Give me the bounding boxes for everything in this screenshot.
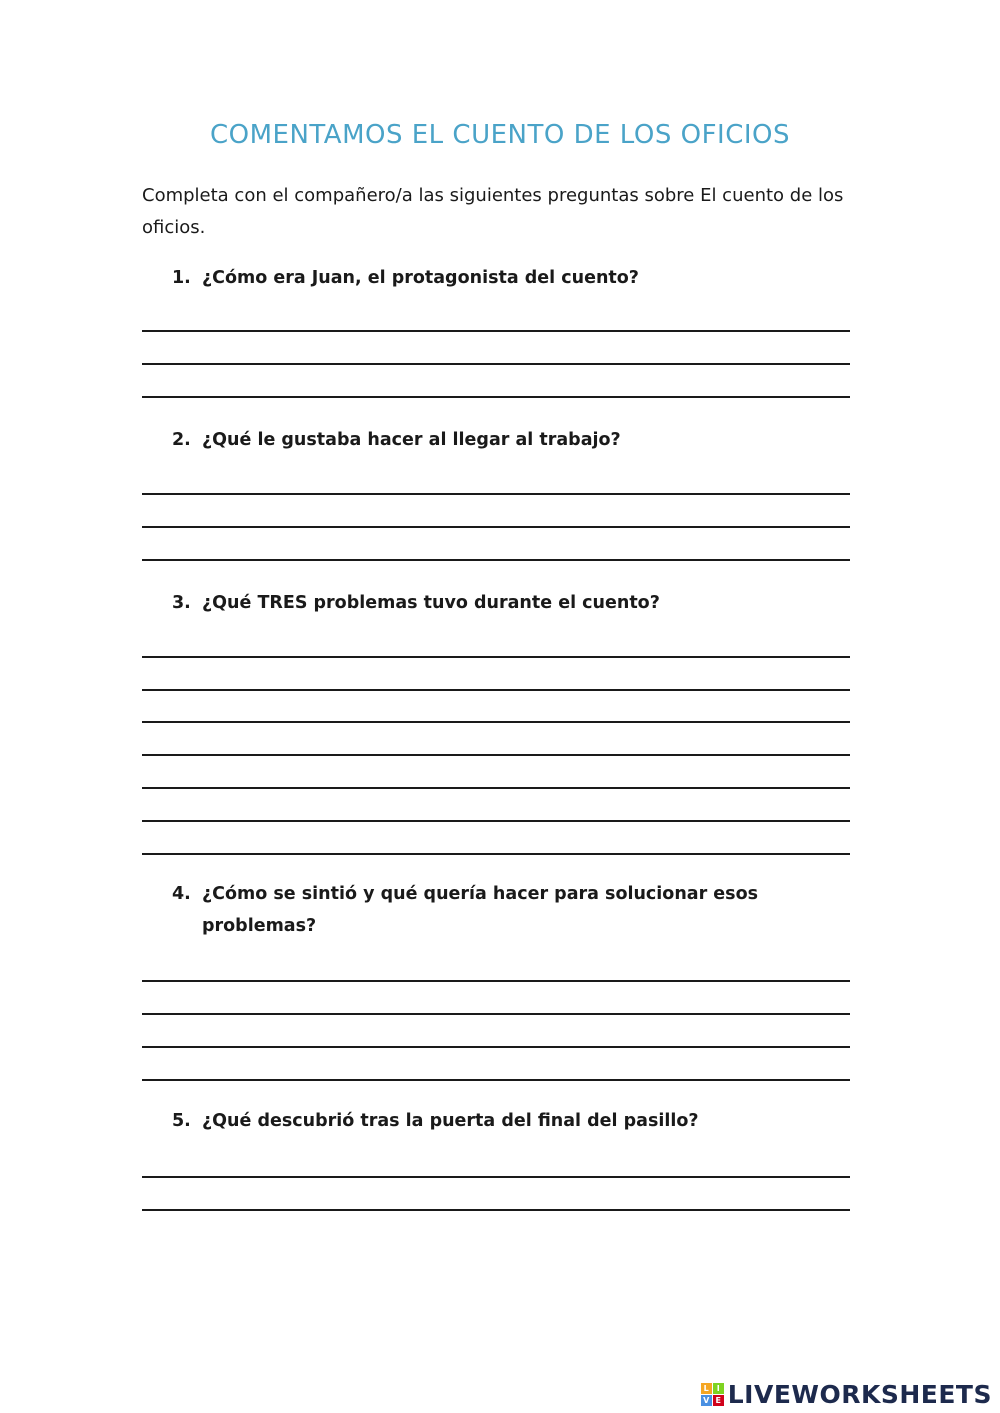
answer-line[interactable] [142,754,850,756]
answer-line[interactable] [142,1013,850,1015]
question-number: 2. [172,430,191,450]
answer-line[interactable] [142,1176,850,1178]
answer-line[interactable] [142,820,850,822]
question-4 [172,878,812,942]
liveworksheets-logo-icon [701,1383,724,1406]
answer-line[interactable] [142,396,850,398]
answer-line[interactable] [142,363,850,365]
worksheet-intro: Completa con el compañero/a las siguientes preguntas sobre El cuento de los oficios. [142,185,844,238]
question-number: 1. [172,268,191,288]
question-number: 3. [172,593,191,613]
question-5 [172,1105,812,1137]
question-text-continuation: problemas? [202,916,317,936]
question-2 [172,424,812,456]
question-number: 5. [172,1111,191,1131]
answer-line[interactable] [142,721,850,723]
question-text: ¿Cómo era Juan, el protagonista del cuento? [202,268,639,288]
question-3 [172,587,812,619]
answer-line[interactable] [142,1209,850,1211]
answer-line[interactable] [142,853,850,855]
question-text: ¿Qué TRES problemas tuvo durante el cuento? [202,593,660,613]
logo-letter-v: V [701,1395,712,1406]
question-text: ¿Qué le gustaba hacer al llegar al trabajo? [202,430,621,450]
answer-line[interactable] [142,526,850,528]
liveworksheets-brand [701,1378,992,1410]
answer-line[interactable] [142,493,850,495]
answer-line[interactable] [142,980,850,982]
logo-letter-i: I [713,1383,724,1394]
answer-line[interactable] [142,689,850,691]
question-text: ¿Cómo se sintió y qué quería hacer para solucionar esos [202,884,759,904]
logo-letter-e: E [713,1395,724,1406]
brand-text: LIVEWORKSHEETS [727,1379,992,1409]
answer-line[interactable] [142,656,850,658]
question-1 [172,262,812,294]
logo-letter-l: L [701,1383,712,1394]
answer-line[interactable] [142,1079,850,1081]
question-number: 4. [172,884,191,904]
answer-line[interactable] [142,559,850,561]
answer-line[interactable] [142,330,850,332]
worksheet-title: COMENTAMOS EL CUENTO DE LOS OFICIOS [210,120,790,150]
answer-line[interactable] [142,1046,850,1048]
question-text: ¿Qué descubrió tras la puerta del final del pasillo? [202,1111,699,1131]
answer-line[interactable] [142,787,850,789]
